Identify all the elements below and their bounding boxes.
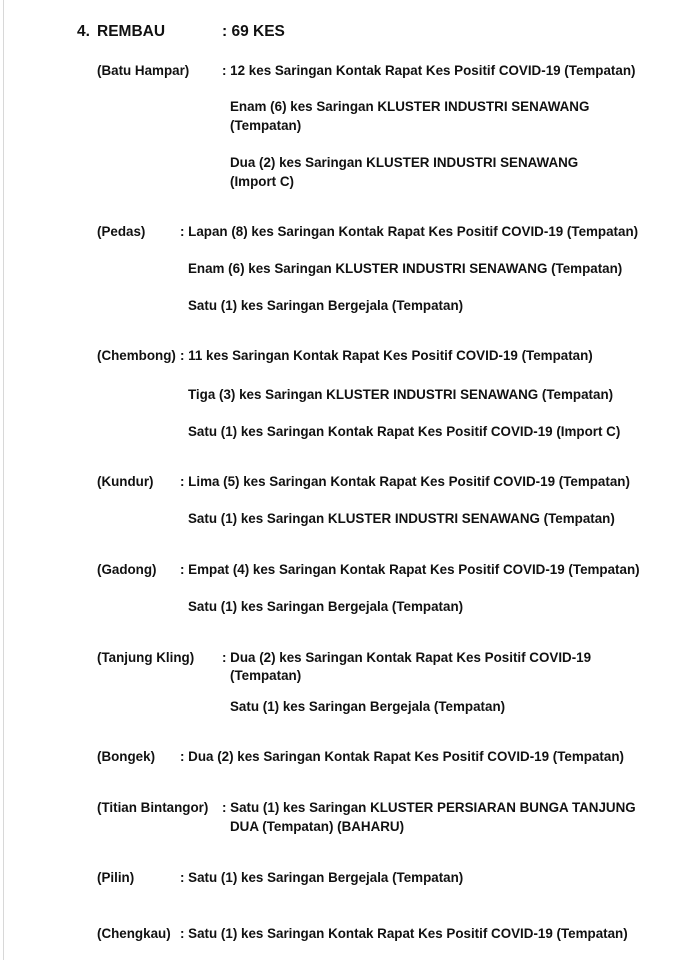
case-line: : Lapan (8) kes Saringan Kontak Rapat Kes Positif COVID-19 (Tempatan) <box>180 224 639 239</box>
case-line: Satu (1) kes Saringan Bergejala (Tempatan) <box>188 298 464 313</box>
case-line: Enam (6) kes Saringan KLUSTER INDUSTRI SENAWANG <box>230 99 590 114</box>
case-line: Dua (2) kes Saringan KLUSTER INDUSTRI SENAWANG <box>230 155 579 170</box>
case-line: Satu (1) kes Saringan KLUSTER INDUSTRI SENAWANG (Tempatan) <box>188 511 615 526</box>
case-line: : Dua (2) kes Saringan Kontak Rapat Kes Positif COVID-19 (Tempatan) <box>180 749 624 764</box>
case-line: (Tempatan) <box>230 668 302 683</box>
area-name-pedas: (Pedas) <box>97 224 146 239</box>
case-line: : 12 kes Saringan Kontak Rapat Kes Positif COVID-19 (Tempatan) <box>222 63 636 78</box>
case-line: : Dua (2) kes Saringan Kontak Rapat Kes Positif COVID-19 <box>222 650 592 665</box>
case-line: Tiga (3) kes Saringan KLUSTER INDUSTRI SENAWANG (Tempatan) <box>188 387 614 402</box>
section-number: 4. <box>77 23 90 40</box>
area-name-bongek: (Bongek) <box>97 749 156 764</box>
area-name-gadong: (Gadong) <box>97 562 157 577</box>
area-name-chengkau: (Chengkau) <box>97 926 171 941</box>
case-line: (Import C) <box>230 174 294 189</box>
case-line: : 11 kes Saringan Kontak Rapat Kes Positif COVID-19 (Tempatan) <box>180 348 593 363</box>
case-line: : Lima (5) kes Saringan Kontak Rapat Kes Positif COVID-19 (Tempatan) <box>180 474 630 489</box>
case-line: : Satu (1) kes Saringan KLUSTER PERSIARAN BUNGA TANJUNG <box>222 800 636 815</box>
case-line: Satu (1) kes Saringan Kontak Rapat Kes Positif COVID-19 (Import C) <box>188 424 621 439</box>
case-line: Enam (6) kes Saringan KLUSTER INDUSTRI SENAWANG (Tempatan) <box>188 261 623 276</box>
case-line: Satu (1) kes Saringan Bergejala (Tempatan) <box>188 599 464 614</box>
case-line: DUA (Tempatan) (BAHARU) <box>230 819 405 834</box>
case-line: : Satu (1) kes Saringan Bergejala (Tempatan) <box>180 870 464 885</box>
area-name-tanjung-kling: (Tanjung Kling) <box>97 650 195 665</box>
case-line: Satu (1) kes Saringan Bergejala (Tempatan) <box>230 699 506 714</box>
case-line: : Empat (4) kes Saringan Kontak Rapat Kes Positif COVID-19 (Tempatan) <box>180 562 640 577</box>
area-name-kundur: (Kundur) <box>97 474 154 489</box>
page-edge-line <box>3 0 4 960</box>
area-name-chembong: (Chembong) <box>97 348 176 363</box>
district-name: REMBAU <box>97 23 166 40</box>
case-line: : Satu (1) kes Saringan Kontak Rapat Kes Positif COVID-19 (Tempatan) <box>180 926 628 941</box>
area-name-batu-hampar: (Batu Hampar) <box>97 63 190 78</box>
district-total: : 69 KES <box>222 23 285 40</box>
area-name-titian-bintangor: (Titian Bintangor) <box>97 800 209 815</box>
case-line: (Tempatan) <box>230 118 302 133</box>
area-name-pilin: (Pilin) <box>97 870 135 885</box>
